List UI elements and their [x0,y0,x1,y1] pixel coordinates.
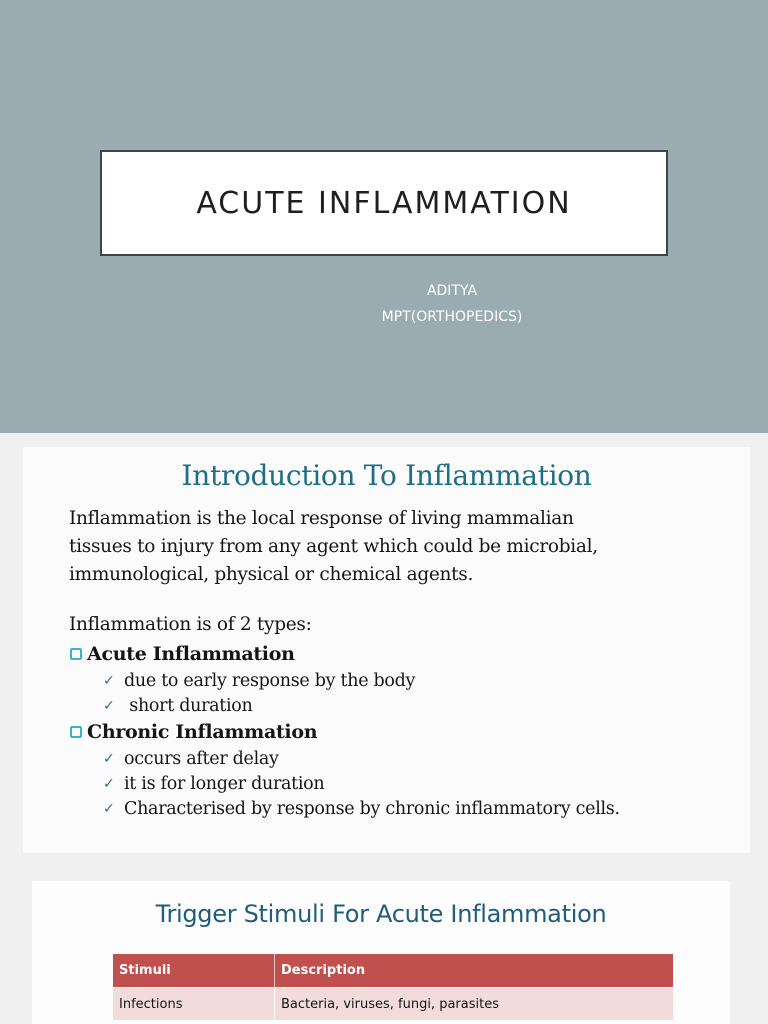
square-bullet-icon [70,648,82,660]
intro-line: Inflammation is the local response of living mammalian [69,508,574,529]
chronic-point-text: occurs after delay [124,749,279,769]
checkmark-icon: ✓ [103,776,115,792]
acute-label: Acute Inflammation [87,643,295,665]
intro-heading: Introduction To Inflammation [181,459,592,492]
chronic-point-text: Characterised by response by chronic inflammatory cells. [124,799,620,819]
checkmark-icon: ✓ [103,698,115,714]
acute-point-text: due to early response by the body [124,671,416,691]
table-cell-description: Bacteria, viruses, fungi, parasites [275,988,674,1021]
chronic-point-text: it is for longer duration [124,774,325,794]
trigger-heading: Trigger Stimuli For Acute Inflammation [155,900,607,928]
chronic-point [103,774,324,794]
presentation-title: ACUTE INFLAMMATION [196,185,572,221]
chronic-point [103,799,620,819]
square-bullet-icon [70,726,82,738]
checkmark-icon: ✓ [103,751,115,767]
table-header-row [113,954,673,988]
column-header-stimuli: Stimuli [113,954,275,988]
chronic-point [103,749,279,769]
stimuli-table [113,954,673,1020]
table-row [113,988,673,1021]
intro-line: tissues to injury from any agent which could be microbial, [69,536,598,557]
chronic-label: Chronic Inflammation [87,721,318,743]
acute-point [103,696,253,716]
intro-definition [69,505,739,589]
title-box [100,150,668,256]
intro-line: immunological, physical or chemical agents. [69,564,474,585]
checkmark-icon: ✓ [103,673,115,689]
trigger-slide [32,881,730,1024]
author-name: ADITYA [426,283,478,299]
author-block [300,278,604,330]
chronic-type-heading [70,721,317,743]
checkmark-icon: ✓ [103,801,115,817]
title-slide [0,0,768,433]
column-header-description: Description [275,954,674,988]
author-degree: MPT(ORTHOPEDICS) [381,309,523,325]
acute-point [103,671,415,691]
table-cell-stimulus: Infections [113,988,275,1021]
types-intro: Inflammation is of 2 types: [69,614,312,635]
acute-type-heading [70,643,295,665]
intro-slide [23,447,750,853]
acute-point-text: short duration [124,696,253,716]
